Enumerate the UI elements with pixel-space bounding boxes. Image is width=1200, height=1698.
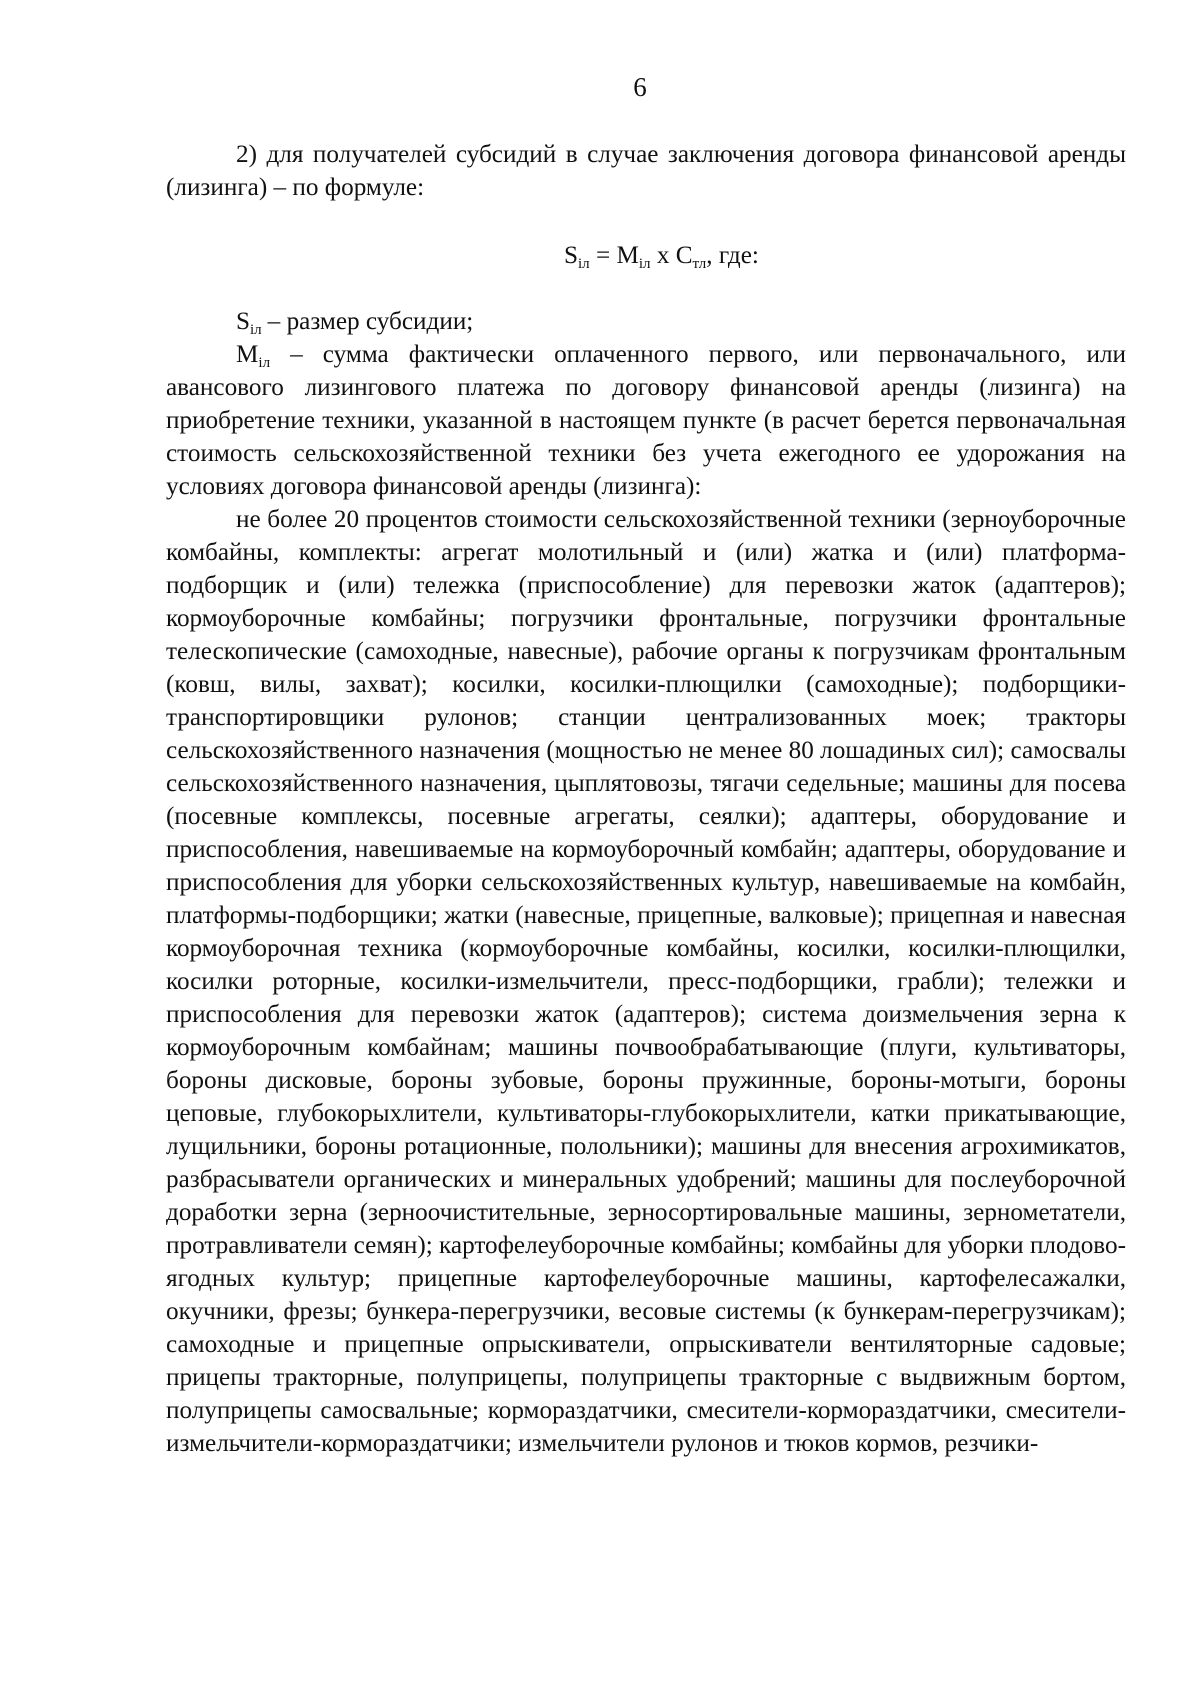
formula-s-sub: iл: [578, 256, 590, 272]
formula-m: M: [616, 242, 639, 269]
definition-m-symbol-sub: iл: [258, 355, 271, 371]
formula-times: x: [650, 242, 676, 269]
document-body: [166, 138, 1126, 1460]
formula-s: S: [564, 242, 579, 269]
formula-line: [166, 239, 1126, 272]
page-number: 6: [633, 72, 647, 102]
definition-m-text: – сумма фактически оплаченного первого, или первоначального, или авансового лизингового платежа по договору финансовой аренды (лизинга) на приобретение техники, указанной в настоящем пункте (в расчет берется первоначальная стоимость сельскохозяйственной техники без учета ежегодного ее удорожания на условиях договора финансовой аренды (лизинга):: [166, 341, 1126, 500]
definition-m: [166, 338, 1126, 503]
formula-c: C: [675, 242, 693, 269]
definition-m-symbol: M: [236, 341, 259, 368]
intro-paragraph: 2) для получателей субсидий в случае заключения договора финансовой аренды (лизинга) – по формуле:: [166, 141, 1126, 201]
main-paragraph: не более 20 процентов стоимости сельскохозяйственной техники (зерноуборочные комбайны, комплекты: агрегат молотильный и (или) жатка и (или) платформа-подборщик и (или) тележка (приспособление) для перевозки жаток (адаптеров); кормоуборочные комбайны; погрузчики фронтальные, погрузчики фронтальные телескопические (самоходные, навесные), рабочие органы к погрузчикам фронтальным (ковш, вилы, захват); косилки, косилки-плющилки (самоходные); подборщики-транспортировщики рулонов; станции централизованных моек; тракторы сельскохозяйственного назначения (мощностью не менее 80 лошадиных сил); самосвалы сельскохозяйственного назначения, цыплятовозы, тягачи седельные; машины для посева (посевные комплексы, посевные агрегаты, сеялки); адаптеры, оборудование и приспособления, навешиваемые на кормоуборочный комбайн; адаптеры, оборудование и приспособления для уборки сельскохозяйственных культур, навешиваемые на комбайн, платформы-подборщики; жатки (навесные, прицепные, валковые); прицепная и навесная кормоуборочная техника (кормоуборочные комбайны, косилки, косилки-плющилки, косилки роторные, косилки-измельчители, пресс-подборщики, грабли); тележки и приспособления для перевозки жаток (адаптеров); система доизмельчения зерна к кормоуборочным комбайнам; машины почвообрабатывающие (плуги, культиваторы, бороны дисковые, бороны зубовые, бороны пружинные, бороны-мотыги, бороны цеповые, глубокорыхлители, культиваторы-глубокорыхлители, катки прикатывающие, лущильники, бороны ротационные, полольники); машины для внесения агрохимикатов, разбрасыватели органических и минеральных удобрений; машины для послеуборочной доработки зерна (зерноочистительные, зерносортировальные машины, зернометатели, протравливатели семян); картофелеуборочные комбайны; комбайны для уборки плодово-ягодных культур; прицепные картофелеуборочные машины, картофелесажалки, окучники, фрезы; бункера-перегрузчики, весовые системы (к бункерам-перегрузчикам); самоходные и прицепные опрыскиватели, опрыскиватели вентиляторные садовые; прицепы тракторные, полуприцепы, полуприцепы тракторные с выдвижным бортом, полуприцепы самосвальные; кормораздатчики, смесители-кормораздатчики, смесители-измельчители-кормораздатчики; измельчители рулонов и тюков кормов, резчики-: [166, 506, 1126, 1457]
formula-eq: =: [589, 242, 617, 269]
formula-c-sub: тл: [692, 256, 707, 272]
formula-m-sub: iл: [638, 256, 651, 272]
definition-s-symbol-sub: iл: [250, 322, 262, 338]
definition-s: [166, 305, 1126, 338]
formula-tail: , где:: [706, 242, 759, 269]
definition-s-symbol: S: [236, 308, 251, 335]
definition-s-text: – размер субсидии;: [267, 308, 474, 335]
